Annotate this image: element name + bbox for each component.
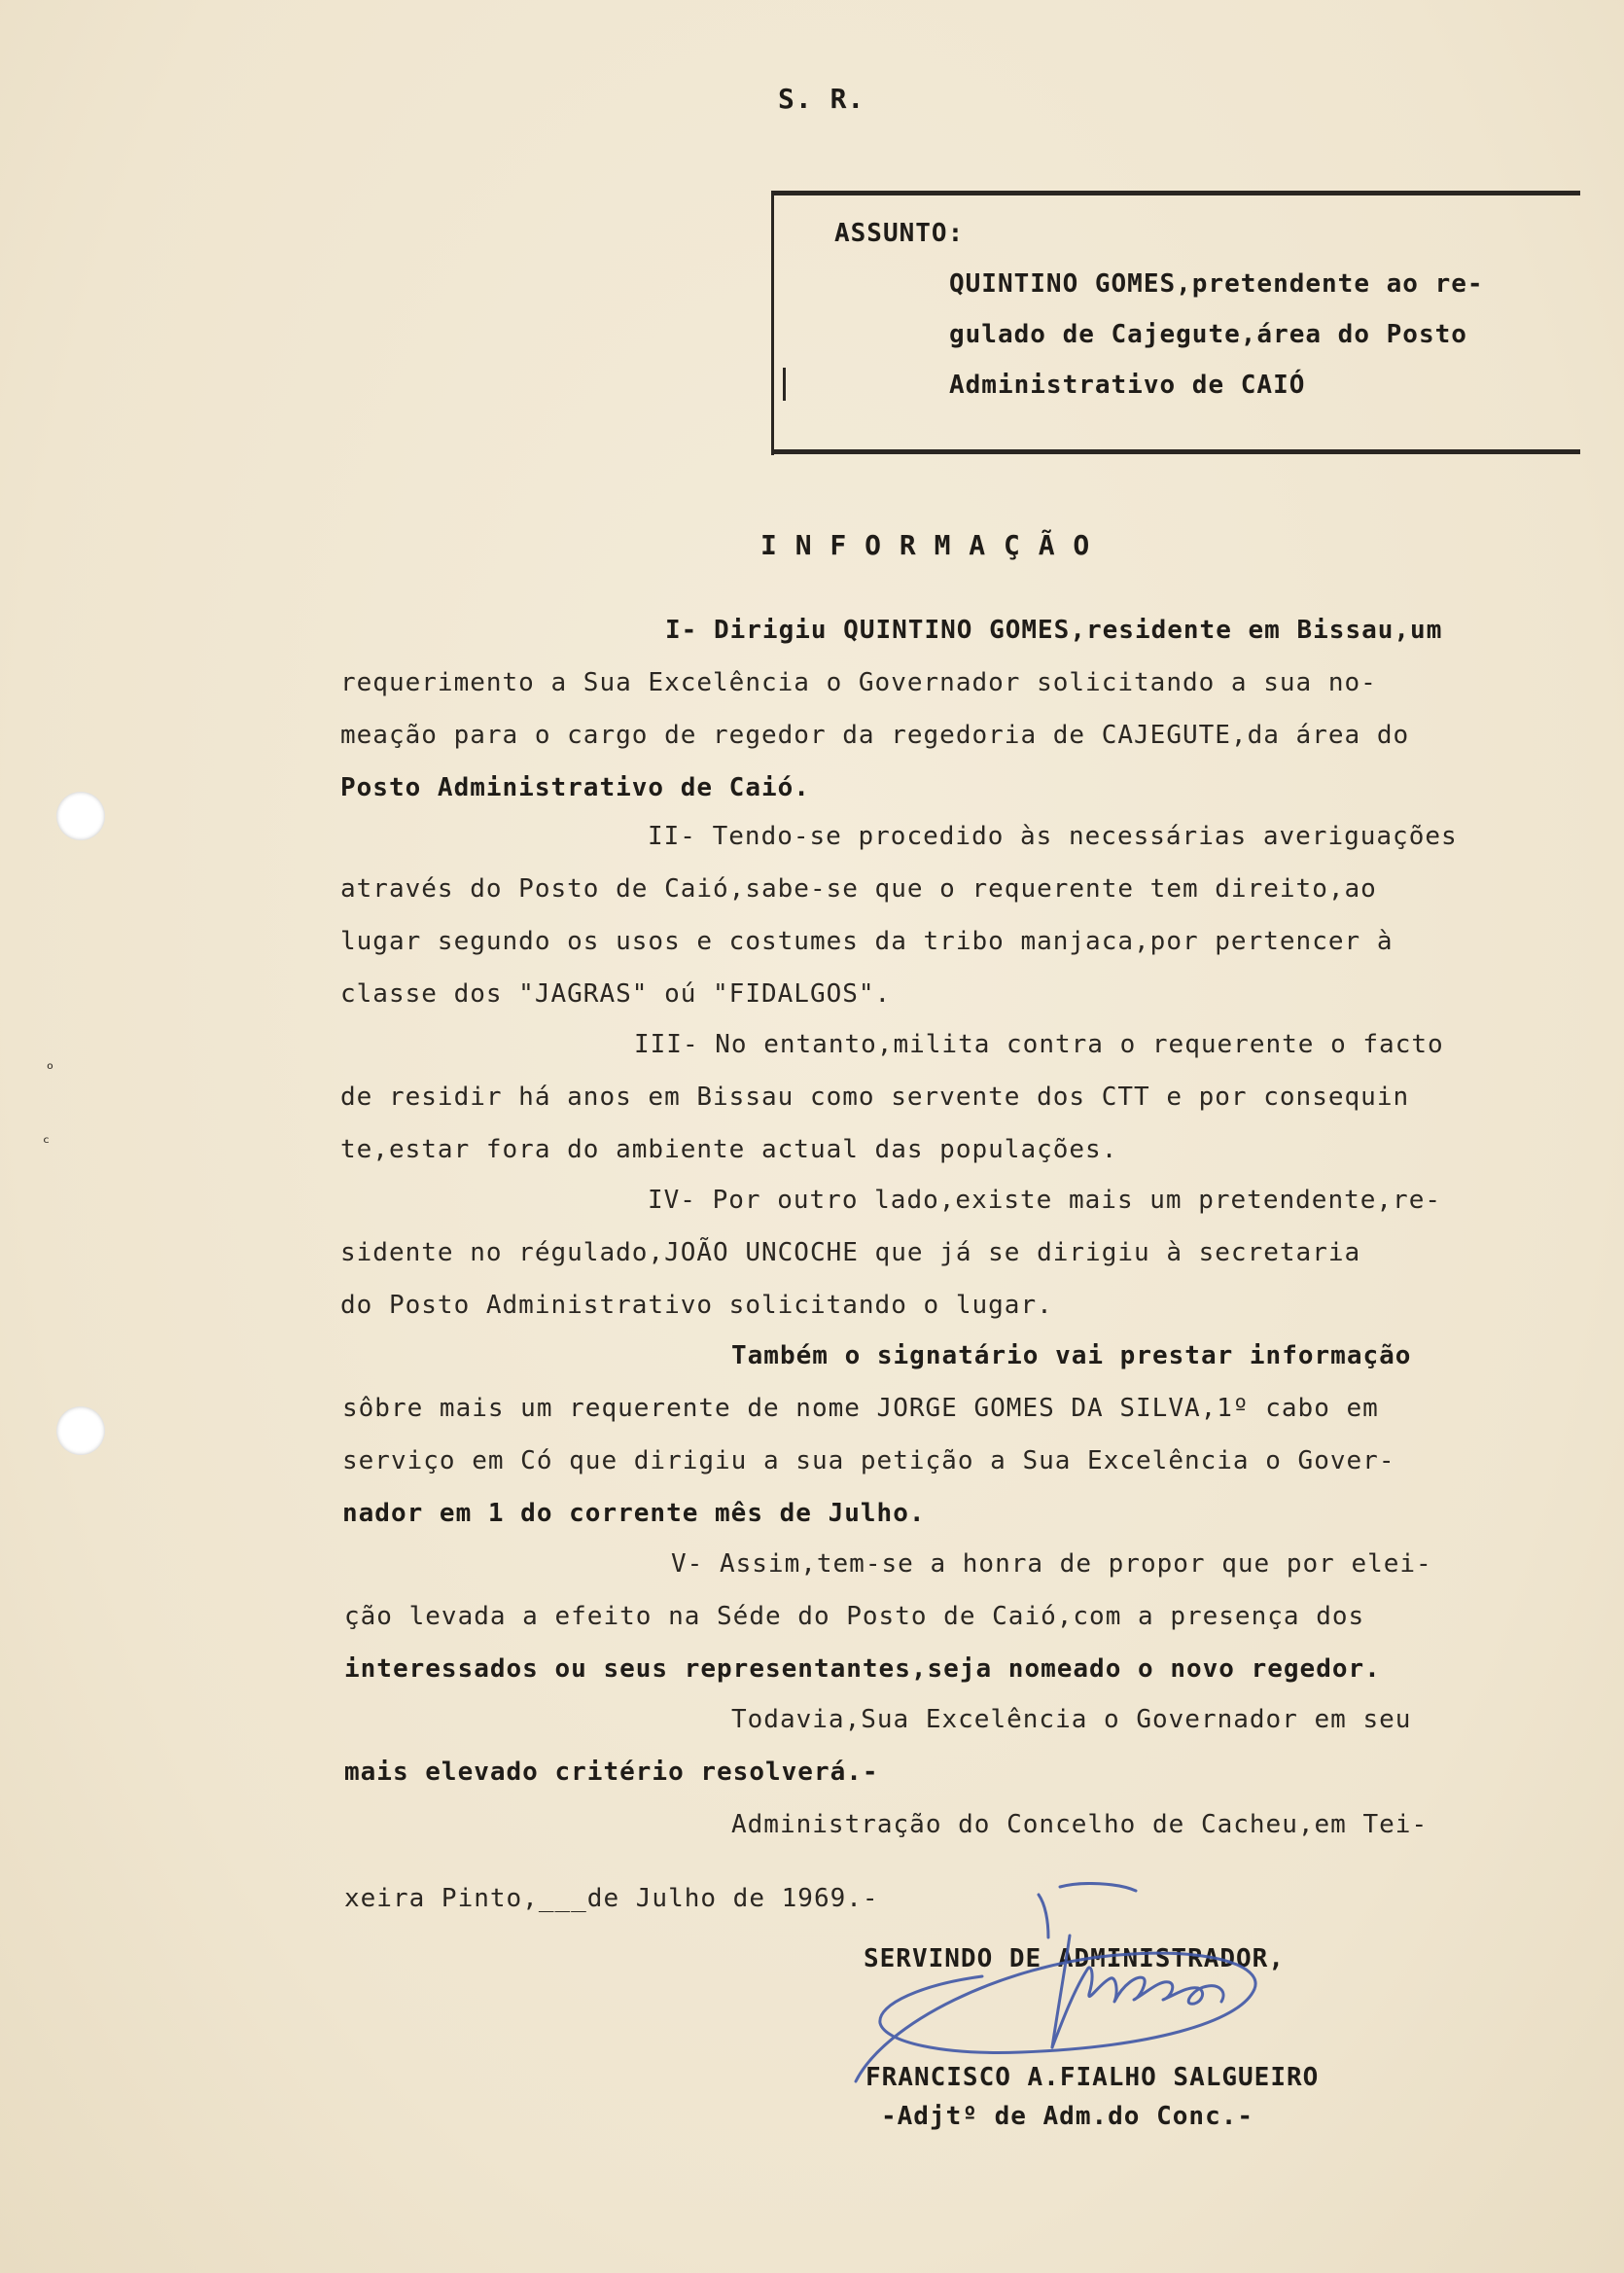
signature-title: -Adjtº de Adm.do Conc.- [881,2102,1254,2131]
body-line: II- Tendo-se procedido às necessárias averiguações [648,822,1458,851]
header-sr: S. R. [778,83,865,115]
body-line: serviço em Có que dirigiu a sua petição a Sua Excelência o Gover- [342,1446,1395,1475]
signature-role: SERVINDO DE ADMINISTRADOR, [864,1944,1285,1973]
body-line: Administração do Concelho de Cacheu,em Tei- [731,1810,1429,1839]
body-line: IV- Por outro lado,existe mais um pretendente,re- [648,1186,1442,1215]
subject-box-tick [783,368,786,401]
body-line: Também o signatário vai prestar informação [731,1341,1412,1370]
body-line: do Posto Administrativo solicitando o lugar. [340,1291,1053,1320]
subject-line-2: gulado de Cajegute,área do Posto [949,320,1467,349]
body-line: requerimento a Sua Excelência o Governador solicitando a sua no- [340,668,1377,697]
margin-mark: ᶜ [41,1133,53,1154]
punch-hole-top [56,792,105,840]
body-line: lugar segundo os usos e costumes da tribo manjaca,por pertencer à [340,927,1394,956]
body-line: xeira Pinto,___de Julho de 1969.- [344,1884,879,1913]
punch-hole-bottom [56,1406,105,1455]
body-line: te,estar fora do ambiente actual das populações. [340,1135,1118,1164]
subject-box-top-rule [773,191,1580,195]
body-line: Posto Administrativo de Caió. [340,773,810,802]
margin-mark: ₒ [45,1053,56,1074]
subject-label: ASSUNTO: [834,219,965,248]
body-line: V- Assim,tem-se a honra de propor que por elei- [671,1549,1432,1579]
body-line: sidente no régulado,JOÃO UNCOCHE que já se dirigiu à secretaria [340,1238,1361,1267]
body-line: mais elevado critério resolverá.- [344,1758,879,1787]
body-line: nador em 1 do corrente mês de Julho. [342,1499,926,1528]
subject-box-bottom-rule [773,449,1580,454]
body-line: de residir há anos em Bissau como servente dos CTT e por consequin [340,1083,1410,1112]
body-line: Todavia,Sua Excelência o Governador em seu [731,1705,1412,1734]
body-line: classe dos "JAGRAS" oú "FIDALGOS". [340,979,892,1009]
signature-name: FRANCISCO A.FIALHO SALGUEIRO [865,2063,1320,2092]
body-line: interessados ou seus representantes,seja nomeado o novo regedor. [344,1654,1381,1684]
body-line: sôbre mais um requerente de nome JORGE GOMES DA SILVA,1º cabo em [342,1394,1379,1423]
body-line: meação para o cargo de regedor da regedoria de CAJEGUTE,da área do [340,721,1410,750]
document-title: I N F O R M A Ç Ã O [760,529,1091,561]
body-line: I- Dirigiu QUINTINO GOMES,residente em Bissau,um [665,616,1443,645]
subject-box-left-rule [771,191,774,455]
body-line: ção levada a efeito na Séde do Posto de Caió,com a presença dos [344,1602,1365,1631]
subject-line-3: Administrativo de CAIÓ [949,371,1306,400]
body-line: através do Posto de Caió,sabe-se que o requerente tem direito,ao [340,874,1377,904]
subject-line-1: QUINTINO GOMES,pretendente ao re- [949,269,1484,299]
body-line: III- No entanto,milita contra o requerente o facto [634,1030,1444,1059]
